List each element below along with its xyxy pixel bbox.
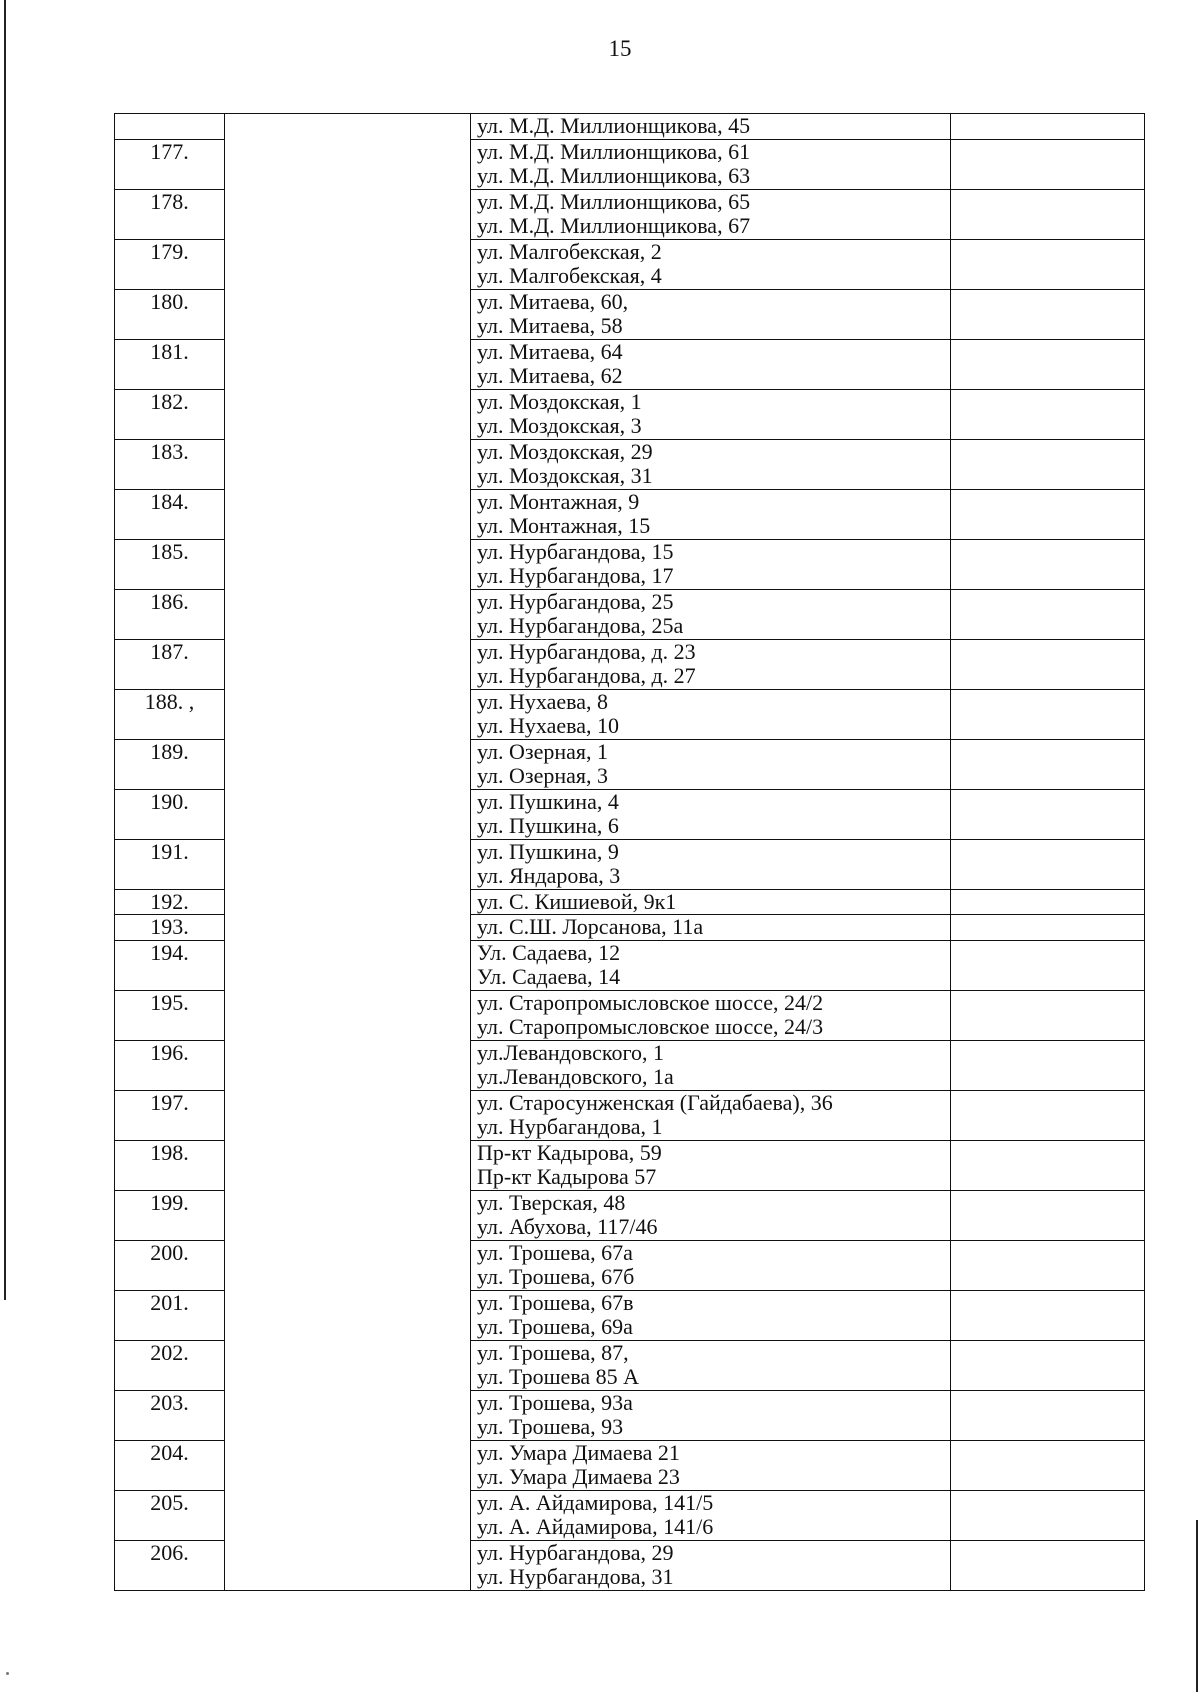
row-number: 193. [115,915,225,941]
address-line: ул. Монтажная, 9 [477,489,640,514]
address-line: Ул. Садаева, 12 [477,940,621,965]
address-line: ул. Моздокская, 3 [477,413,642,438]
address-line: ул. Нурбагандова, 1 [477,1114,663,1139]
address-cell [471,689,951,739]
row-number: 199. [115,1190,225,1240]
row-number: 191. [115,839,225,889]
row-number: 185. [115,539,225,589]
address-line: ул. Нухаева, 10 [477,713,620,738]
row-number: 186. [115,589,225,639]
scan-speck [6,1672,9,1675]
note-cell-empty [951,389,1145,439]
address-cell [471,239,951,289]
address-line: ул. Яндарова, 3 [477,863,621,888]
address-line: ул. Трошева, 69а [477,1314,633,1339]
row-number: 200. [115,1240,225,1290]
address-line: ул. Трошева, 93 [477,1414,624,1439]
address-cell [471,189,951,239]
address-line: ул. Старопромысловское шоссе, 24/2 [477,990,824,1015]
address-line: ул. М.Д. Миллионщикова, 61 [477,139,751,164]
address-line: ул. Митаева, 62 [477,363,623,388]
address-line: ул. Озерная, 1 [477,739,609,764]
note-cell-empty [951,589,1145,639]
address-line: ул.Левандовского, 1а [477,1064,674,1089]
address-line: Пр-кт Кадырова 57 [477,1164,657,1189]
address-cell [471,339,951,389]
note-cell-empty [951,1390,1145,1440]
note-cell-empty [951,915,1145,941]
address-line: ул. Нурбагандова, 29 [477,1540,674,1565]
address-line: ул. С. Кишиевой, 9к1 [477,889,677,914]
row-number: 205. [115,1490,225,1540]
address-cell [471,389,951,439]
row-number: 180. [115,289,225,339]
address-cell [471,439,951,489]
address-cell [471,1190,951,1240]
address-cell [471,1090,951,1140]
note-cell-empty [951,789,1145,839]
address-cell [471,1290,951,1340]
row-number: 189. [115,739,225,789]
address-line: ул. Моздокская, 1 [477,389,642,414]
address-line: ул. С.Ш. Лорсанова, 11а [477,914,704,939]
address-line: ул. Пушкина, 6 [477,813,619,838]
note-cell-empty [951,489,1145,539]
note-cell-empty [951,1540,1145,1590]
address-cell [471,1390,951,1440]
note-cell-empty [951,1190,1145,1240]
address-line: ул. Пушкина, 9 [477,839,619,864]
scan-edge-line-right [1196,1520,1198,1692]
note-cell-empty [951,289,1145,339]
address-line: ул. Митаева, 58 [477,313,623,338]
row-number: 202. [115,1340,225,1390]
note-cell-empty [951,889,1145,915]
address-line: ул. А. Айдамирова, 141/5 [477,1490,714,1515]
note-cell-empty [951,114,1145,140]
address-line: ул. Трошева, 67в [477,1290,634,1315]
address-line: ул. Трошева, 67б [477,1264,635,1289]
address-line: ул. Митаева, 60, [477,289,629,314]
note-cell-empty [951,1290,1145,1340]
row-number: 178. [115,189,225,239]
address-cell [471,940,951,990]
note-cell-empty [951,1140,1145,1190]
row-number: 196. [115,1040,225,1090]
address-line: ул. Трошева, 67а [477,1240,633,1265]
address-cell [471,639,951,689]
row-number: 184. [115,489,225,539]
address-line: Пр-кт Кадырова, 59 [477,1140,662,1165]
address-cell [471,1490,951,1540]
address-line: ул. Трошева, 93а [477,1390,633,1415]
address-cell [471,889,951,915]
note-cell-empty [951,1340,1145,1390]
address-cell [471,1540,951,1590]
row-number [115,114,225,140]
note-cell-empty [951,539,1145,589]
note-cell-empty [951,139,1145,189]
table-row [115,114,1145,140]
row-number: 195. [115,990,225,1040]
address-line: ул. Нурбагандова, 31 [477,1564,674,1589]
row-number: 203. [115,1390,225,1440]
district-cell-empty [225,114,471,1591]
address-cell [471,539,951,589]
row-number: 198. [115,1140,225,1190]
address-cell [471,1340,951,1390]
address-line: ул. М.Д. Миллионщикова, 63 [477,163,751,188]
address-line: ул. Нурбагандова, 25 [477,589,674,614]
address-cell [471,589,951,639]
address-line: ул. Нурбагандова, д. 27 [477,663,696,688]
address-line: ул. Умара Димаева 23 [477,1464,680,1489]
note-cell-empty [951,439,1145,489]
row-number: 206. [115,1540,225,1590]
address-line: ул. Монтажная, 15 [477,513,651,538]
address-line: ул. Абухова, 117/46 [477,1214,658,1239]
note-cell-empty [951,940,1145,990]
scan-edge-line [4,0,6,1300]
address-cell [471,739,951,789]
note-cell-empty [951,689,1145,739]
note-cell-empty [951,639,1145,689]
address-line: ул. Моздокская, 31 [477,463,653,488]
address-cell [471,915,951,941]
address-cell [471,990,951,1040]
address-line: ул. Митаева, 64 [477,339,623,364]
note-cell-empty [951,1440,1145,1490]
note-cell-empty [951,739,1145,789]
address-line: ул. М.Д. Миллионщикова, 65 [477,189,751,214]
address-cell [471,839,951,889]
address-line: ул. М.Д. Миллионщикова, 45 [477,113,751,138]
row-number: 187. [115,639,225,689]
address-line: ул. Трошева, 87, [477,1340,629,1365]
address-line: ул. Озерная, 3 [477,763,609,788]
note-cell-empty [951,1090,1145,1140]
address-cell [471,789,951,839]
address-line: ул. Старосунженская (Гайдабаева), 36 [477,1090,833,1115]
address-table-body [115,114,1145,1591]
note-cell-empty [951,189,1145,239]
page-number: 15 [608,36,632,61]
row-number: 204. [115,1440,225,1490]
address-line: ул. Малгобекская, 4 [477,263,662,288]
note-cell-empty [951,1040,1145,1090]
address-line: ул. Старопромысловское шоссе, 24/3 [477,1014,824,1039]
row-number: 182. [115,389,225,439]
address-line: ул. А. Айдамирова, 141/6 [477,1514,714,1539]
note-cell-empty [951,339,1145,389]
address-line: ул. Нурбагандова, д. 23 [477,639,696,664]
address-line: ул. Моздокская, 29 [477,439,653,464]
row-number: 188. , [115,689,225,739]
address-line: Ул. Садаева, 14 [477,964,621,989]
address-line: ул. Нурбагандова, 25а [477,613,684,638]
row-number: 192. [115,889,225,915]
row-number: 179. [115,239,225,289]
address-cell [471,289,951,339]
row-number: 190. [115,789,225,839]
row-number: 201. [115,1290,225,1340]
address-cell [471,114,951,140]
address-cell [471,139,951,189]
address-cell [471,1240,951,1290]
note-cell-empty [951,239,1145,289]
address-cell [471,1440,951,1490]
address-cell [471,1140,951,1190]
note-cell-empty [951,1490,1145,1540]
note-cell-empty [951,990,1145,1040]
address-line: ул. Трошева 85 А [477,1364,640,1389]
address-line: ул. Умара Димаева 21 [477,1440,680,1465]
address-table [114,113,1145,1591]
address-line: ул. Тверская, 48 [477,1190,626,1215]
address-cell [471,1040,951,1090]
address-line: ул. Нурбагандова, 15 [477,539,674,564]
address-line: ул. Пушкина, 4 [477,789,619,814]
address-line: ул.Левандовского, 1 [477,1040,664,1065]
address-line: ул. М.Д. Миллионщикова, 67 [477,213,751,238]
row-number: 194. [115,940,225,990]
row-number: 181. [115,339,225,389]
address-line: ул. Нурбагандова, 17 [477,563,674,588]
row-number: 197. [115,1090,225,1140]
address-line: ул. Нухаева, 8 [477,689,609,714]
address-cell [471,489,951,539]
row-number: 177. [115,139,225,189]
note-cell-empty [951,839,1145,889]
row-number: 183. [115,439,225,489]
address-line: ул. Малгобекская, 2 [477,239,662,264]
note-cell-empty [951,1240,1145,1290]
